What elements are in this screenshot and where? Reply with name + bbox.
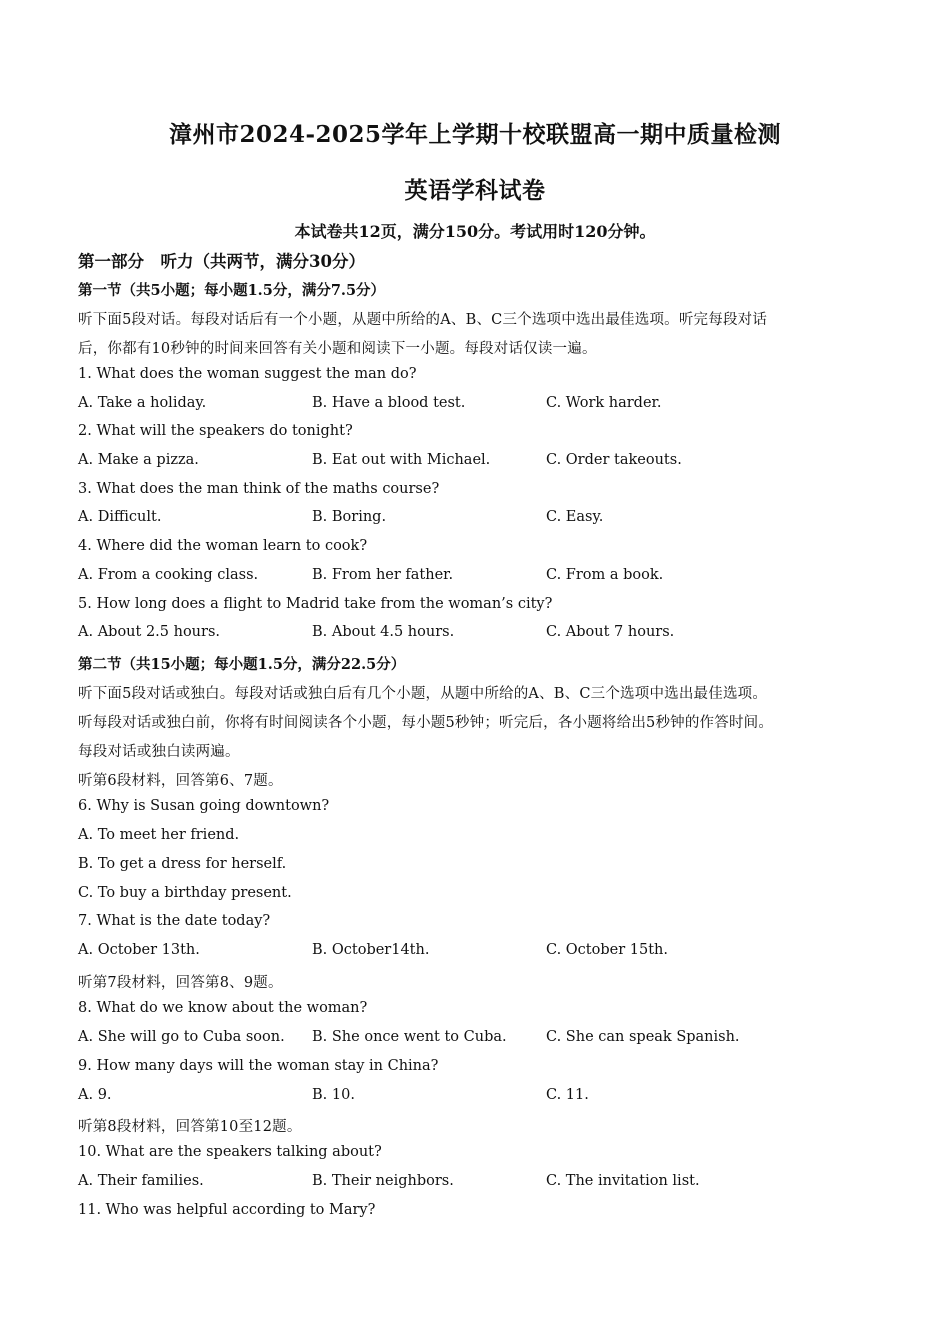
- exam-title: 漳州市2024-2025学年上学期十校联盟高一期中质量检测: [168, 121, 782, 148]
- q1-option-b: B. Have a blood test.: [312, 395, 466, 411]
- q10-option-b: B. Their neighbors.: [312, 1173, 454, 1189]
- question-1: 1. What does the woman suggest the man do?: [78, 366, 417, 382]
- q7-option-c: C. October 15th.: [546, 942, 668, 958]
- question-8: 8. What do we know about the woman?: [78, 1000, 368, 1016]
- section2-heading: 第二节（共15小题；每小题1.5分，满分22.5分）: [78, 656, 406, 673]
- exam-info: 本试卷共12页，满分150分。考试用时120分钟。: [294, 222, 656, 241]
- q7-option-b: B. October14th.: [312, 942, 430, 958]
- material-6-note: 听第6段材料，回答第6、7题。: [78, 773, 283, 789]
- q6-option-a: A. To meet her friend.: [78, 827, 240, 843]
- q7-option-a: A. October 13th.: [78, 942, 200, 958]
- section2-instruction-line: 每段对话或独白读两遍。: [78, 744, 240, 760]
- q6-option-c: C. To buy a birthday present.: [78, 885, 292, 901]
- q9-option-b: B. 10.: [312, 1087, 355, 1103]
- q3-option-c: C. Easy.: [546, 509, 604, 525]
- question-7: 7. What is the date today?: [78, 913, 271, 929]
- question-6: 6. Why is Susan going downtown?: [78, 798, 330, 814]
- material-8-note: 听第8段材料，回答第10至12题。: [78, 1119, 302, 1135]
- q9-option-c: C. 11.: [546, 1087, 589, 1103]
- q8-option-c: C. She can speak Spanish.: [546, 1029, 740, 1045]
- q8-option-b: B. She once went to Cuba.: [312, 1029, 507, 1045]
- q1-option-c: C. Work harder.: [546, 395, 662, 411]
- question-11: 11. Who was helpful according to Mary?: [78, 1202, 376, 1218]
- q10-option-a: A. Their families.: [78, 1173, 204, 1189]
- q4-option-c: C. From a book.: [546, 567, 664, 583]
- question-5: 5. How long does a flight to Madrid take from the woman’s city?: [78, 596, 553, 612]
- q5-option-b: B. About 4.5 hours.: [312, 624, 455, 640]
- q10-option-c: C. The invitation list.: [546, 1173, 700, 1189]
- subject-title: 英语学科试卷: [404, 177, 546, 204]
- question-9: 9. How many days will the woman stay in China?: [78, 1058, 439, 1074]
- section1-instruction-line: 听下面5段对话。每段对话后有一个小题，从题中所给的A、B、C三个选项中选出最佳选项。听完每段对话: [78, 312, 768, 328]
- question-2: 2. What will the speakers do tonight?: [78, 423, 353, 439]
- q3-option-b: B. Boring.: [312, 509, 387, 525]
- q5-option-a: A. About 2.5 hours.: [78, 624, 221, 640]
- q5-option-c: C. About 7 hours.: [546, 624, 675, 640]
- q2-option-c: C. Order takeouts.: [546, 452, 682, 468]
- question-3: 3. What does the man think of the maths course?: [78, 481, 440, 497]
- material-7-note: 听第7段材料，回答第8、9题。: [78, 975, 283, 991]
- question-4: 4. Where did the woman learn to cook?: [78, 538, 368, 554]
- section2-instruction-line: 听下面5段对话或独白。每段对话或独白后有几个小题，从题中所给的A、B、C三个选项中选出最佳选项。: [78, 686, 768, 702]
- q6-option-b: B. To get a dress for herself.: [78, 856, 287, 872]
- q4-option-b: B. From her father.: [312, 567, 454, 583]
- section2-instruction-line: 听每段对话或独白前，你将有时间阅读各个小题，每小题5秒钟；听完后，各小题将给出5秒钟的作答时间。: [78, 715, 774, 731]
- section1-instruction-line: 后，你都有10秒钟的时间来回答有关小题和阅读下一小题。每段对话仅读一遍。: [78, 341, 597, 357]
- part1-heading: 第一部分 听力（共两节，满分30分）: [78, 252, 365, 271]
- section1-heading: 第一节（共5小题；每小题1.5分，满分7.5分）: [78, 282, 386, 299]
- question-10: 10. What are the speakers talking about?: [78, 1144, 382, 1160]
- q9-option-a: A. 9.: [78, 1087, 112, 1103]
- q2-option-a: A. Make a pizza.: [78, 452, 199, 468]
- q3-option-a: A. Difficult.: [78, 509, 162, 525]
- q4-option-a: A. From a cooking class.: [78, 567, 259, 583]
- q2-option-b: B. Eat out with Michael.: [312, 452, 491, 468]
- q8-option-a: A. She will go to Cuba soon.: [78, 1029, 285, 1045]
- q1-option-a: A. Take a holiday.: [78, 395, 207, 411]
